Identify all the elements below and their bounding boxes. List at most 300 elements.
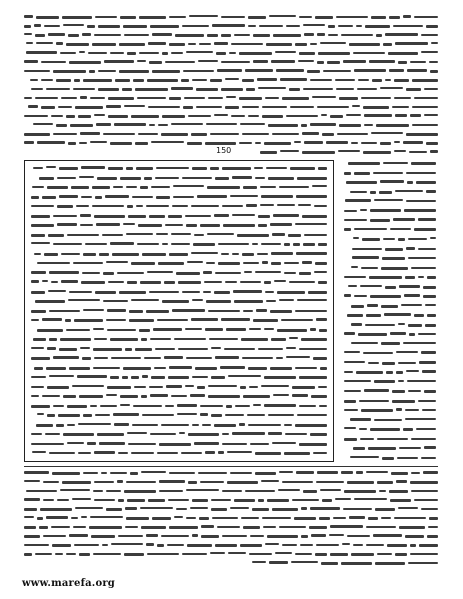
text-stroke xyxy=(411,162,436,165)
text-stroke xyxy=(52,472,80,475)
text-stroke xyxy=(35,553,52,555)
text-stroke xyxy=(304,141,323,144)
text-stroke xyxy=(78,452,91,454)
text-stroke xyxy=(93,553,121,555)
text-stroke xyxy=(253,319,278,322)
text-stroke xyxy=(151,186,170,188)
text-stroke xyxy=(112,253,139,256)
text-stroke xyxy=(284,243,290,246)
text-stroke xyxy=(344,332,355,335)
text-stroke xyxy=(248,25,256,27)
text-stroke xyxy=(418,333,436,335)
text-stroke xyxy=(265,543,279,545)
text-stroke xyxy=(198,60,218,62)
text-stroke xyxy=(106,261,128,263)
text-stroke xyxy=(67,405,87,408)
text-stroke xyxy=(192,79,207,81)
text-stroke xyxy=(53,70,86,73)
text-stroke xyxy=(71,186,89,189)
text-stroke xyxy=(320,489,341,491)
text-stroke xyxy=(361,267,378,269)
text-stroke xyxy=(91,535,115,538)
text-stroke xyxy=(299,52,315,55)
text-stroke xyxy=(321,114,327,116)
text-stroke xyxy=(208,395,240,398)
text-stroke xyxy=(93,367,120,369)
text-stroke xyxy=(289,281,315,283)
text-stroke xyxy=(257,78,277,81)
text-stroke xyxy=(206,123,237,125)
text-stroke xyxy=(98,88,119,91)
text-stroke xyxy=(414,97,438,99)
text-stroke xyxy=(272,508,298,511)
text-stroke xyxy=(114,423,129,426)
text-stroke xyxy=(243,395,270,398)
text-stroke xyxy=(412,79,438,82)
text-stroke xyxy=(196,88,218,91)
text-stroke xyxy=(214,214,229,217)
text-stroke xyxy=(411,490,438,492)
text-stroke xyxy=(129,310,143,313)
text-stroke xyxy=(270,223,292,226)
text-stroke xyxy=(215,356,239,359)
text-stroke xyxy=(35,34,45,37)
text-stroke xyxy=(142,253,166,256)
text-stroke xyxy=(37,262,70,264)
text-stroke xyxy=(263,526,276,528)
text-stroke xyxy=(393,218,415,221)
text-stroke xyxy=(351,305,364,308)
text-stroke xyxy=(197,195,227,198)
text-stroke xyxy=(350,191,367,193)
text-stroke xyxy=(200,413,208,416)
text-stroke xyxy=(354,172,370,175)
text-stroke xyxy=(24,471,49,474)
text-stroke xyxy=(240,544,262,547)
text-stroke xyxy=(366,526,396,528)
text-stroke xyxy=(187,142,202,145)
text-stroke xyxy=(205,328,223,331)
text-stroke xyxy=(272,133,299,135)
text-stroke xyxy=(150,25,179,28)
text-stroke xyxy=(62,16,92,19)
text-stroke xyxy=(284,272,296,274)
text-stroke xyxy=(43,499,54,501)
text-stroke xyxy=(318,386,327,388)
text-stroke xyxy=(310,433,327,436)
text-stroke xyxy=(150,394,168,397)
text-stroke xyxy=(118,452,128,454)
text-stroke xyxy=(39,526,48,529)
text-stroke xyxy=(303,24,325,26)
text-stroke xyxy=(201,535,219,538)
text-stroke xyxy=(245,69,273,72)
text-stroke xyxy=(431,42,438,44)
text-stroke xyxy=(83,309,104,311)
text-stroke xyxy=(126,167,133,170)
text-stroke xyxy=(242,357,273,359)
text-stroke xyxy=(418,218,436,221)
text-stroke xyxy=(53,215,77,217)
text-stroke xyxy=(242,133,269,135)
text-stroke xyxy=(31,196,39,199)
text-stroke xyxy=(174,516,183,518)
text-stroke xyxy=(192,376,208,378)
text-stroke xyxy=(426,25,438,28)
text-stroke xyxy=(200,224,220,227)
text-stroke xyxy=(131,115,159,118)
text-stroke xyxy=(338,150,360,152)
text-stroke xyxy=(24,141,34,144)
text-stroke xyxy=(258,224,267,227)
text-stroke xyxy=(222,433,229,435)
text-stroke xyxy=(412,124,438,126)
text-stroke xyxy=(80,132,100,135)
text-stroke xyxy=(418,400,436,402)
text-stroke xyxy=(395,190,423,192)
text-stroke xyxy=(99,442,125,445)
text-stroke xyxy=(141,395,147,398)
text-stroke xyxy=(414,16,438,18)
text-stroke xyxy=(274,280,286,282)
text-stroke xyxy=(296,471,314,474)
text-stroke xyxy=(83,414,92,417)
text-stroke xyxy=(44,25,60,27)
text-stroke xyxy=(344,490,376,493)
text-stroke xyxy=(119,291,146,294)
text-stroke xyxy=(69,61,101,64)
text-stroke xyxy=(313,452,327,454)
text-stroke xyxy=(73,526,86,528)
text-stroke xyxy=(63,395,76,398)
text-stroke xyxy=(430,237,436,239)
text-stroke xyxy=(80,96,87,99)
text-stroke xyxy=(61,280,78,283)
text-stroke xyxy=(381,342,400,345)
text-stroke xyxy=(49,338,57,341)
text-stroke xyxy=(157,452,178,454)
text-stroke xyxy=(192,534,198,537)
text-stroke xyxy=(279,299,294,301)
text-stroke xyxy=(317,471,338,474)
text-stroke xyxy=(94,499,115,501)
text-stroke xyxy=(385,286,396,289)
text-stroke xyxy=(346,181,377,184)
text-stroke xyxy=(277,329,307,332)
text-stroke xyxy=(192,167,207,170)
text-stroke xyxy=(398,323,405,325)
text-stroke xyxy=(24,70,50,72)
text-stroke xyxy=(24,508,37,511)
text-stroke xyxy=(68,299,100,301)
text-stroke xyxy=(299,443,327,446)
text-stroke xyxy=(192,299,203,301)
text-stroke xyxy=(346,114,361,116)
text-stroke xyxy=(320,42,346,44)
text-stroke xyxy=(114,123,146,126)
text-stroke xyxy=(188,433,219,436)
text-stroke xyxy=(56,424,64,427)
text-stroke xyxy=(75,106,103,109)
text-stroke xyxy=(159,490,183,492)
text-stroke xyxy=(108,167,123,170)
text-stroke xyxy=(211,347,221,349)
text-stroke xyxy=(83,472,98,474)
text-stroke xyxy=(316,318,327,321)
text-stroke xyxy=(135,142,148,145)
text-stroke xyxy=(95,414,110,416)
text-stroke xyxy=(317,33,325,36)
text-stroke xyxy=(344,294,351,297)
text-stroke xyxy=(190,507,208,509)
text-stroke xyxy=(186,357,212,359)
text-stroke xyxy=(222,167,251,170)
text-stroke xyxy=(347,535,370,537)
text-stroke xyxy=(299,16,312,18)
text-stroke xyxy=(59,167,78,170)
text-stroke xyxy=(261,385,289,387)
text-stroke xyxy=(191,318,218,321)
text-stroke xyxy=(232,176,252,179)
text-stroke xyxy=(205,142,236,145)
text-stroke xyxy=(171,87,193,90)
text-stroke xyxy=(226,96,236,98)
text-stroke xyxy=(393,25,423,27)
text-stroke xyxy=(389,16,400,19)
text-stroke xyxy=(218,262,240,265)
text-stroke xyxy=(424,446,436,449)
text-stroke xyxy=(426,190,436,193)
text-stroke xyxy=(80,224,93,226)
text-stroke xyxy=(394,97,411,99)
text-stroke xyxy=(227,481,258,484)
text-stroke xyxy=(104,60,134,63)
text-stroke xyxy=(317,61,324,64)
text-stroke xyxy=(322,499,332,502)
text-stroke xyxy=(24,60,38,63)
text-stroke xyxy=(55,553,63,555)
text-stroke xyxy=(365,25,390,28)
text-stroke xyxy=(411,267,436,269)
text-stroke xyxy=(222,443,247,445)
text-stroke xyxy=(381,517,391,519)
text-stroke xyxy=(31,347,44,349)
text-stroke xyxy=(268,432,282,435)
text-stroke xyxy=(186,51,213,53)
text-stroke xyxy=(335,79,355,81)
text-stroke xyxy=(142,414,174,416)
text-stroke xyxy=(371,132,403,134)
text-stroke xyxy=(430,150,438,153)
text-stroke xyxy=(356,25,362,27)
text-stroke xyxy=(122,88,132,91)
text-stroke xyxy=(36,16,59,19)
text-stroke xyxy=(318,243,327,246)
text-stroke xyxy=(344,172,351,175)
text-stroke xyxy=(297,414,327,416)
text-stroke xyxy=(208,385,237,387)
text-stroke xyxy=(24,498,40,501)
text-stroke xyxy=(394,141,400,143)
text-stroke xyxy=(389,69,404,72)
text-stroke xyxy=(108,115,128,118)
text-stroke xyxy=(89,526,122,529)
text-stroke xyxy=(135,348,152,351)
text-stroke xyxy=(244,271,252,273)
text-stroke xyxy=(182,553,207,555)
text-stroke xyxy=(328,25,335,28)
text-stroke xyxy=(203,291,211,293)
text-stroke xyxy=(373,172,403,174)
text-stroke xyxy=(269,561,288,564)
text-stroke xyxy=(277,291,305,294)
text-stroke xyxy=(271,252,293,255)
text-stroke xyxy=(31,291,45,294)
text-stroke xyxy=(212,24,245,27)
text-stroke xyxy=(31,357,50,360)
text-stroke xyxy=(179,432,185,434)
text-stroke xyxy=(375,562,405,565)
text-stroke xyxy=(396,351,418,353)
text-stroke xyxy=(405,409,419,411)
text-stroke xyxy=(297,299,327,301)
text-stroke xyxy=(150,338,171,340)
text-stroke xyxy=(31,395,39,397)
text-stroke xyxy=(26,42,33,44)
text-stroke xyxy=(370,191,376,194)
text-stroke xyxy=(328,34,338,36)
text-stroke xyxy=(239,423,245,426)
text-stroke xyxy=(399,447,421,449)
text-stroke xyxy=(308,291,327,294)
text-stroke xyxy=(207,34,218,37)
text-stroke xyxy=(53,243,82,245)
text-stroke xyxy=(186,517,196,519)
text-stroke xyxy=(315,16,333,19)
text-stroke xyxy=(24,115,48,117)
text-stroke xyxy=(300,544,313,546)
text-stroke xyxy=(198,472,227,474)
text-stroke xyxy=(349,43,380,46)
text-stroke xyxy=(339,124,361,127)
text-stroke xyxy=(398,507,418,509)
text-stroke xyxy=(214,114,228,116)
text-stroke xyxy=(41,79,53,81)
text-stroke xyxy=(192,424,199,426)
text-stroke xyxy=(49,452,75,454)
text-stroke xyxy=(138,224,162,227)
text-stroke xyxy=(295,43,307,46)
text-stroke xyxy=(138,133,158,135)
text-stroke xyxy=(347,481,374,484)
text-stroke xyxy=(359,400,389,402)
text-stroke xyxy=(187,544,212,547)
text-stroke xyxy=(102,234,123,236)
text-stroke xyxy=(430,70,438,73)
text-stroke xyxy=(184,97,205,99)
text-stroke xyxy=(36,424,53,427)
text-stroke xyxy=(199,517,209,520)
text-stroke xyxy=(356,471,363,474)
text-stroke xyxy=(367,304,378,307)
text-stroke xyxy=(253,404,261,406)
text-stroke xyxy=(344,427,356,429)
text-stroke xyxy=(281,319,313,321)
text-stroke xyxy=(396,408,402,411)
text-stroke xyxy=(341,562,372,565)
text-stroke xyxy=(278,489,300,491)
text-stroke xyxy=(47,347,56,350)
text-stroke xyxy=(69,367,90,370)
text-stroke xyxy=(133,79,144,82)
text-stroke xyxy=(225,281,237,283)
text-stroke xyxy=(429,517,438,520)
text-stroke xyxy=(33,167,43,169)
text-stroke xyxy=(154,367,166,369)
text-stroke xyxy=(404,209,436,212)
text-stroke xyxy=(348,285,357,287)
text-stroke xyxy=(250,535,264,537)
text-stroke xyxy=(61,253,80,255)
text-stroke xyxy=(405,418,436,420)
text-stroke xyxy=(108,97,134,100)
text-stroke xyxy=(167,544,184,546)
text-stroke xyxy=(359,428,367,430)
text-stroke xyxy=(344,409,358,411)
text-stroke xyxy=(310,79,332,81)
text-stroke xyxy=(118,499,124,502)
text-stroke xyxy=(147,79,178,82)
text-stroke xyxy=(220,366,245,369)
text-stroke xyxy=(259,25,283,27)
text-stroke xyxy=(168,376,189,379)
text-stroke xyxy=(329,534,344,536)
text-stroke xyxy=(144,357,161,359)
text-stroke xyxy=(373,534,402,537)
text-stroke xyxy=(110,338,138,341)
text-stroke xyxy=(141,338,147,341)
text-stroke xyxy=(286,115,318,117)
text-stroke xyxy=(234,499,255,502)
text-stroke xyxy=(335,498,351,500)
text-stroke xyxy=(382,457,394,460)
text-stroke xyxy=(168,499,189,501)
text-stroke xyxy=(162,115,185,118)
text-stroke xyxy=(366,544,384,546)
text-stroke xyxy=(382,257,405,260)
text-stroke xyxy=(48,234,64,237)
text-stroke xyxy=(311,395,327,398)
text-stroke xyxy=(292,499,319,501)
text-stroke xyxy=(353,52,385,54)
text-stroke xyxy=(348,162,380,165)
text-stroke xyxy=(79,553,90,556)
text-stroke xyxy=(370,295,401,298)
text-stroke xyxy=(139,52,159,54)
text-stroke xyxy=(224,348,255,350)
text-stroke xyxy=(264,281,271,284)
text-stroke xyxy=(280,150,299,152)
text-stroke xyxy=(62,481,91,484)
text-stroke xyxy=(175,34,204,37)
text-stroke xyxy=(408,238,427,240)
text-stroke xyxy=(192,499,208,502)
text-stroke xyxy=(414,314,424,317)
text-stroke xyxy=(60,52,76,54)
text-stroke xyxy=(319,517,330,520)
text-stroke xyxy=(34,367,43,370)
text-stroke xyxy=(318,52,350,55)
